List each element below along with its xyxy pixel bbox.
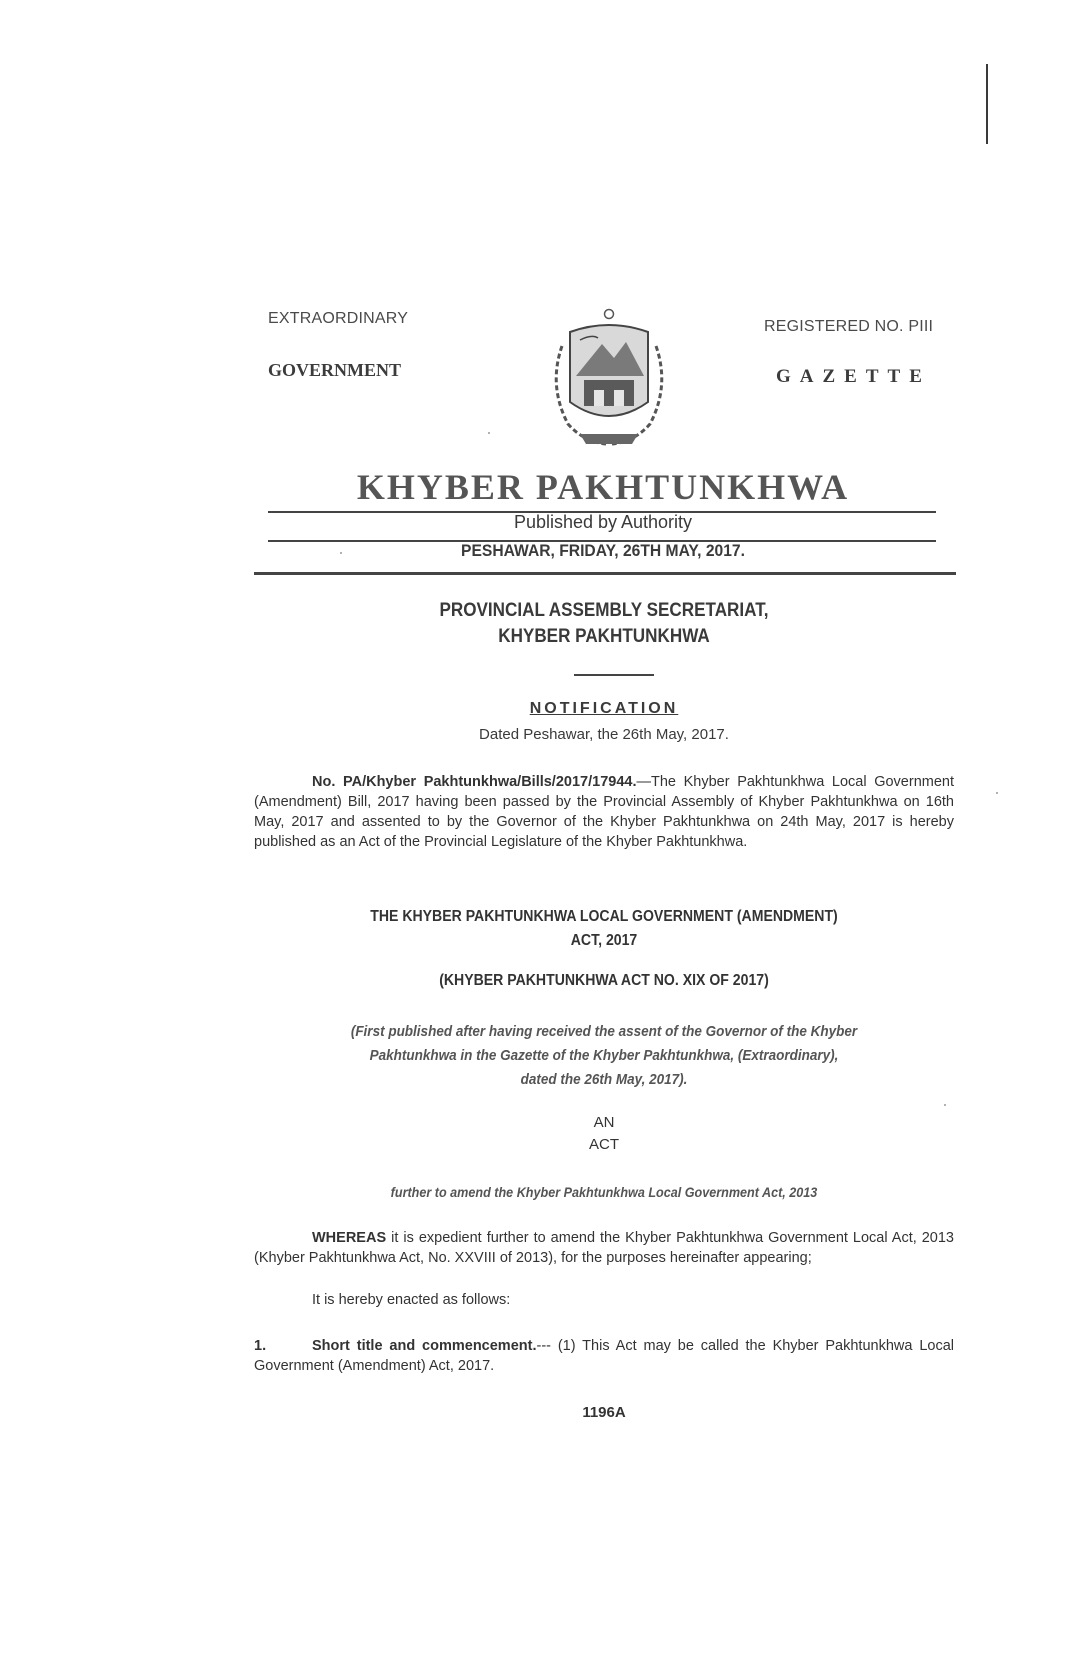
notification-paragraph bbox=[254, 772, 954, 852]
scan-speck bbox=[340, 552, 342, 554]
whereas-paragraph bbox=[254, 1228, 954, 1268]
notification-date: Dated Peshawar, the 26th May, 2017. bbox=[479, 726, 729, 743]
whereas-text: it is expedient further to amend the Khyber Pakhtunkhwa Government Local Act, 2013 (Khyber Pakhtunkhwa Act, No. XXVIII of 2013), for the purposes hereinafter appearing; bbox=[254, 1230, 954, 1266]
scan-speck bbox=[944, 1104, 946, 1106]
government-label: GOVERNMENT bbox=[268, 360, 402, 380]
assent-note-line-1: (First published after having received the assent of the Governor of the Khyber bbox=[350, 1023, 858, 1040]
act-label: ACT bbox=[589, 1136, 619, 1153]
notification-heading: NOTIFICATION bbox=[529, 700, 679, 717]
registered-no-label: REGISTERED NO. PIII bbox=[764, 318, 934, 335]
act-purpose: further to amend the Khyber Pakhtunkhwa Local Government Act, 2013 bbox=[390, 1184, 818, 1200]
section-1-heading: Short title and commencement. bbox=[312, 1338, 537, 1354]
secretariat-line-2: KHYBER PAKHTUNKHWA bbox=[498, 626, 710, 647]
scan-speck bbox=[488, 432, 490, 434]
notification-text: —The Khyber Pakhtunkhwa Local Government (Amendment) Bill, 2017 having been passed by the Provincial Assembly of Khyber Pakhtunkhwa on 16th May, 2017 and assented to by the Governor of the Khyber Pakhtunkhwa on 24th May, 2017 is hereby published as an Act of the Provincial Legislature of the Khyber Pakhtunkhwa. bbox=[254, 774, 954, 850]
scan-edge-mark bbox=[986, 64, 988, 144]
assent-note-line-3: dated the 26th May, 2017). bbox=[520, 1071, 688, 1088]
section-divider bbox=[574, 674, 654, 676]
reference-number: No. PA/Khyber Pakhtunkhwa/Bills/2017/17944. bbox=[312, 774, 637, 790]
assent-note-line-2: Pakhtunkhwa in the Gazette of the Khyber Pakhtunkhwa, (Extraordinary), bbox=[369, 1047, 839, 1064]
gazette-dateline: PESHAWAR, FRIDAY, 26TH MAY, 2017. bbox=[461, 541, 745, 560]
enacted-text: It is hereby enacted as follows: bbox=[312, 1292, 511, 1308]
section-1-number: 1. bbox=[254, 1338, 267, 1354]
masthead-rule-bottom bbox=[254, 572, 956, 575]
published-by-authority: Published by Authority bbox=[513, 512, 693, 532]
act-title-line-2: ACT, 2017 bbox=[570, 932, 638, 949]
page-number: 1196A bbox=[582, 1404, 626, 1421]
section-1-paragraph bbox=[254, 1336, 954, 1376]
act-title-line-1: THE KHYBER PAKHTUNKHWA LOCAL GOVERNMENT (AMENDMENT) bbox=[370, 908, 838, 925]
act-number: (KHYBER PAKHTUNKHWA ACT NO. XIX OF 2017) bbox=[439, 972, 769, 989]
extraordinary-label: EXTRAORDINARY bbox=[268, 310, 409, 327]
scan-speck bbox=[996, 792, 998, 794]
enacted-paragraph bbox=[254, 1290, 954, 1310]
an-label: AN bbox=[593, 1114, 615, 1131]
provincial-emblem-icon bbox=[540, 306, 678, 456]
whereas-lead: WHEREAS bbox=[312, 1230, 387, 1246]
section-1-text: --- (1) This Act may be called the Khyber Pakhtunkhwa Local Government (Amendment) Act, 2017. bbox=[254, 1338, 954, 1374]
masthead-title: KHYBER PAKHTUNKHWA bbox=[356, 467, 850, 507]
gazette-label: GAZETTE bbox=[776, 366, 931, 387]
secretariat-line-1: PROVINCIAL ASSEMBLY SECRETARIAT, bbox=[439, 600, 769, 621]
